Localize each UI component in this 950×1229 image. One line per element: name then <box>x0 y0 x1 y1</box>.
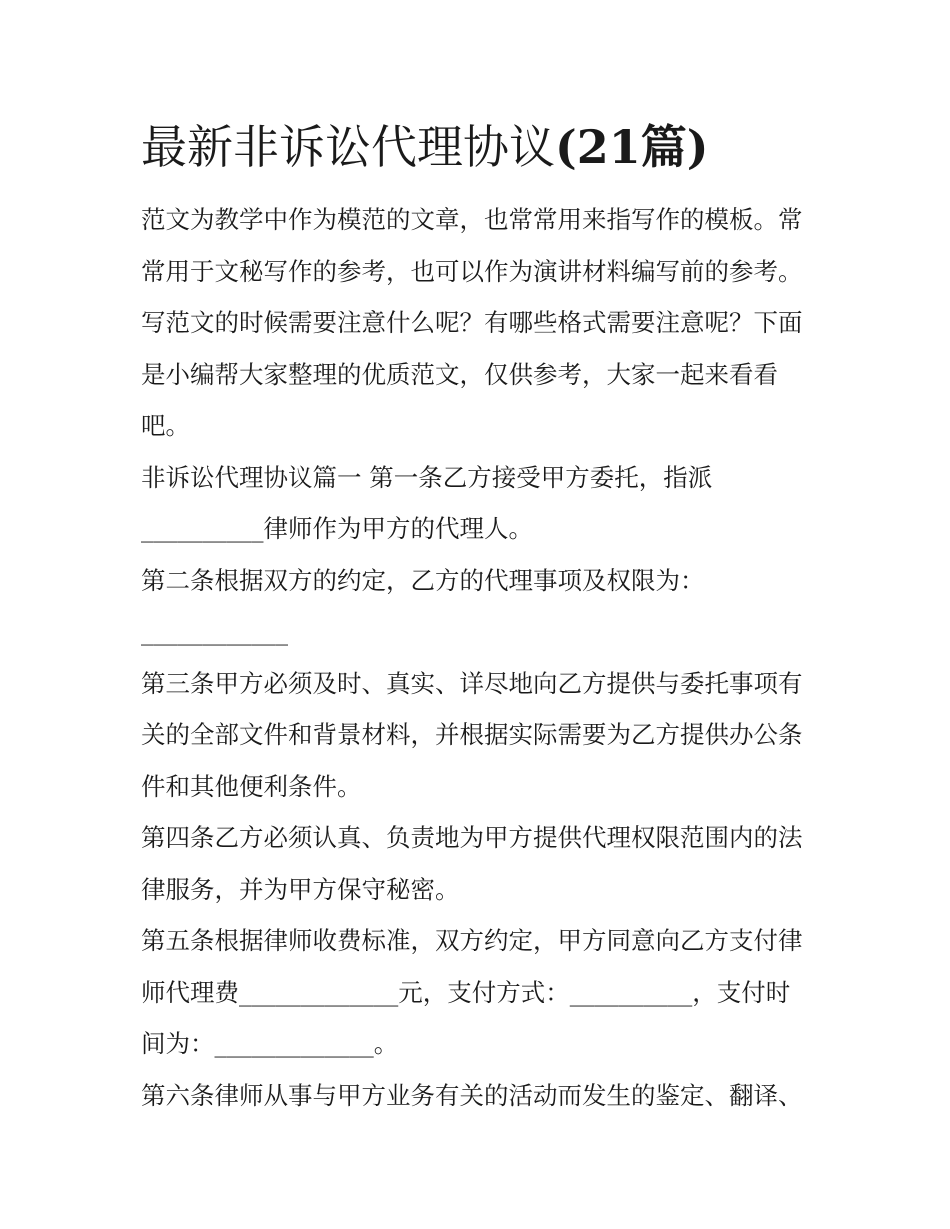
paragraph-intro <box>141 194 821 452</box>
title-main: 最新非诉讼代理协议 <box>141 120 555 174</box>
paragraph-line: 写范文的时候需要注意什么呢？有哪些格式需要注意呢？下面 <box>141 308 803 337</box>
paragraph-line: 律服务，并为甲方保守秘密。 <box>141 874 460 904</box>
paragraph-article-6 <box>141 1070 821 1122</box>
paragraph-line: 第五条根据律师收费标准，双方约定，甲方同意向乙方支付律 <box>141 926 803 955</box>
paragraph-line: 关的全部文件和背景材料，并根据实际需要为乙方提供办公条 <box>141 720 803 749</box>
paragraph-article-1 <box>141 452 821 555</box>
paragraph-line: 第四条乙方必须认真、负责地为甲方提供代理权限范围内的法 <box>141 823 803 852</box>
paragraph-line: __________律师作为甲方的代理人。 <box>141 514 533 543</box>
title-suffix: (21篇) <box>555 120 709 174</box>
paragraph-line: 范文为教学中作为模范的文章，也常常用来指写作的模板。常 <box>141 205 803 234</box>
paragraph-line: 间为：_____________。 <box>141 1029 399 1058</box>
paragraph-line: 是小编帮大家整理的优质范文，仅供参考，大家一起来看看 <box>141 359 778 389</box>
paragraph-line: 非诉讼代理协议篇一 第一条乙方接受甲方委托，指派 <box>141 462 713 492</box>
document-title <box>141 112 821 182</box>
paragraph-line: 第二条根据双方的约定，乙方的代理事项及权限为： <box>141 565 705 595</box>
paragraph-article-2 <box>141 555 821 658</box>
document-body <box>141 112 821 1121</box>
paragraph-article-3 <box>141 658 821 813</box>
paragraph-line: 吧。 <box>141 411 190 440</box>
paragraph-article-4 <box>141 812 821 915</box>
paragraph-line: 师代理费_____________元，支付方式：__________，支付时 <box>141 977 791 1007</box>
paragraph-line: 件和其他便利条件。 <box>141 771 362 801</box>
paragraph-line: 第六条律师从事与甲方业务有关的活动而发生的鉴定、翻译、 <box>141 1080 803 1110</box>
paragraph-line: ____________ <box>141 617 288 646</box>
paragraph-article-5 <box>141 915 821 1070</box>
paragraph-line: 第三条甲方必须及时、真实、详尽地向乙方提供与委托事项有 <box>141 668 803 698</box>
paragraph-line: 常用于文秘写作的参考，也可以作为演讲材料编写前的参考。 <box>141 256 803 286</box>
